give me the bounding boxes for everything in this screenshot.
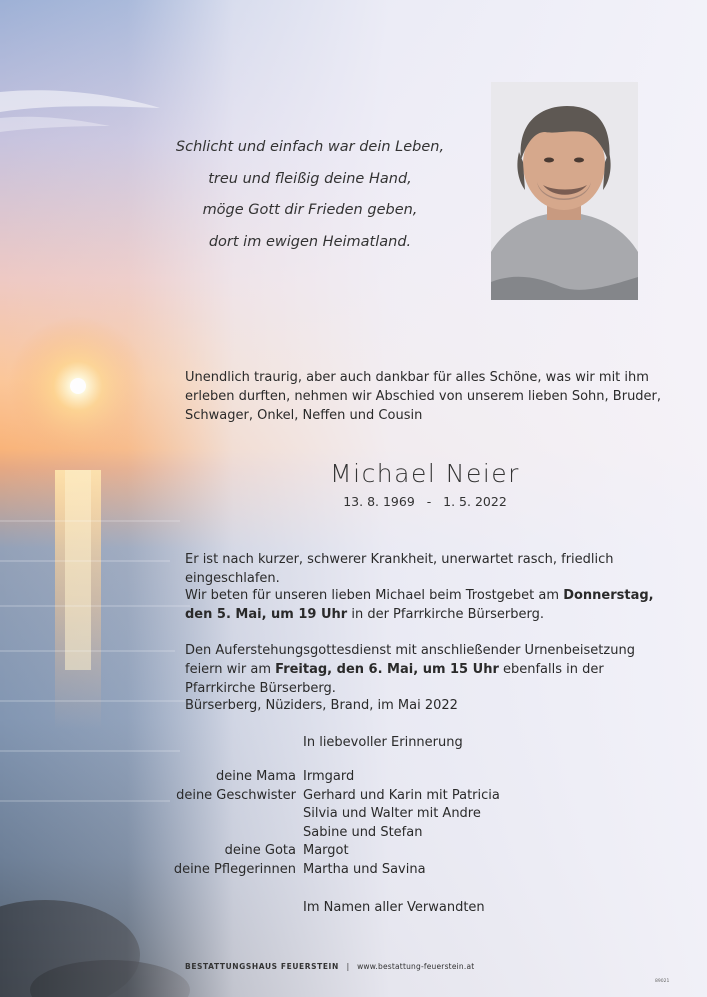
remembrance-text: In liebevoller Erinnerung bbox=[303, 735, 463, 750]
family-row bbox=[150, 842, 500, 861]
family-row bbox=[150, 787, 500, 806]
prayer-post: in der Pfarrkirche Bürserberg. bbox=[347, 607, 544, 622]
funeral-post: ebenfalls in der Pfarrkirche Bürserberg. bbox=[185, 662, 604, 696]
family-row bbox=[150, 861, 500, 880]
family-names: Gerhard und Karin mit Patricia bbox=[303, 787, 500, 803]
closing-text: Im Namen aller Verwandten bbox=[303, 900, 485, 915]
birth-date: 13. 8. 1969 bbox=[343, 494, 415, 509]
family-names: Margot bbox=[303, 843, 349, 858]
poem-line: dort im ewigen Heimatland. bbox=[208, 233, 412, 250]
company-website[interactable]: www.bestattung-feuerstein.at bbox=[357, 962, 475, 971]
portrait-photo bbox=[491, 82, 638, 300]
family-names: Sabine und Stefan bbox=[303, 824, 423, 840]
footer bbox=[185, 962, 474, 971]
family-names: Martha und Savina bbox=[303, 861, 426, 877]
funeral-date: Freitag, den 6. Mai, um 15 Uhr bbox=[275, 662, 499, 677]
prayer-date: Donnerstag, den 5. Mai, um 19 Uhr bbox=[185, 588, 654, 622]
poem-line: Schlicht und einfach war dein Leben, bbox=[175, 139, 445, 155]
portrait-image bbox=[491, 82, 638, 300]
family-row bbox=[150, 824, 500, 843]
family-row bbox=[150, 805, 500, 824]
life-dates bbox=[185, 494, 665, 509]
family-names: Irmgard bbox=[303, 769, 355, 784]
prayer-text bbox=[185, 586, 670, 624]
family-row bbox=[150, 768, 500, 787]
family-role: deine Pflegerinnen bbox=[173, 861, 296, 877]
footer-divider: | bbox=[346, 962, 350, 971]
family-names: Silvia und Walter mit Andre bbox=[303, 806, 481, 821]
poem-line: treu und fleißig deine Hand, bbox=[208, 170, 412, 187]
funeral-pre: Den Auferstehungsgottesdienst mit anschließender Urnenbeisetzung feiern wir am bbox=[185, 643, 635, 677]
place-date: Bürserberg, Nüziders, Brand, im Mai 2022 bbox=[185, 698, 458, 713]
family-role bbox=[150, 805, 303, 824]
family-list bbox=[150, 768, 500, 879]
family-role bbox=[150, 824, 303, 843]
corner-code: 89021 bbox=[655, 979, 670, 984]
prayer-pre: Wir beten für unseren lieben Michael beim Trostgebet am bbox=[185, 588, 564, 603]
family-role: deine Geschwister bbox=[176, 787, 296, 803]
family-role: deine Mama bbox=[215, 769, 296, 784]
poem bbox=[150, 132, 470, 258]
company-name: BESTATTUNGSHAUS FEUERSTEIN bbox=[185, 962, 339, 971]
date-separator: - bbox=[426, 494, 432, 509]
deceased-name: Michael Neier bbox=[330, 459, 520, 488]
passing-text: Er ist nach kurzer, schwerer Krankheit, unerwartet rasch, friedlich eingeschlafen. bbox=[185, 552, 614, 586]
funeral-text bbox=[185, 641, 670, 698]
intro-text: Unendlich traurig, aber auch dankbar für alles Schöne, was wir mit ihm erleben durften, nehmen wir Abschied von unserem lieben Sohn, Bruder, Schwager, Onkel, Neffen und Cousin bbox=[185, 370, 662, 423]
death-date: 1. 5. 2022 bbox=[443, 494, 507, 509]
poem-line: möge Gott dir Frieden geben, bbox=[202, 202, 418, 218]
family-role: deine Gota bbox=[224, 843, 296, 858]
